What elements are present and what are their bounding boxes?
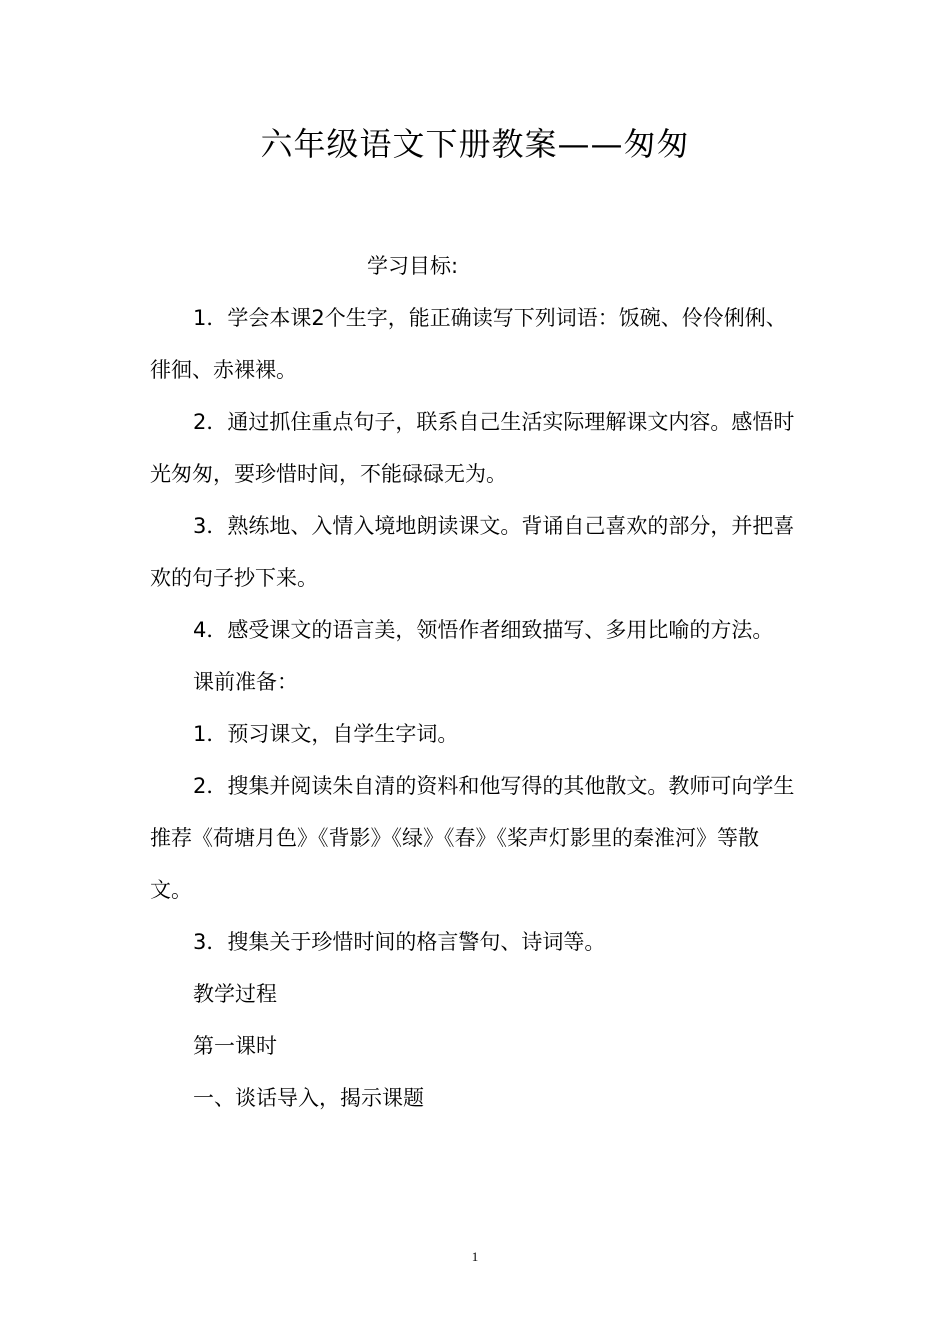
- preparation-1: 1．预习课文，自学生字词。: [193, 722, 459, 746]
- preparation-2: 2．搜集并阅读朱自清的资料和他写得的其他散文。教师可向学生推荐《荷塘月色》《背影》《绿》《春》《桨声灯影里的秦淮河》等散文。: [150, 774, 795, 902]
- objective-2: 2．通过抓住重点句子，联系自己生活实际理解课文内容。感悟时光匆匆，要珍惜时间，不能碌碌无为。: [150, 410, 795, 486]
- objective-1: 1．学会本课2个生字，能正确读写下列词语：饭碗、伶伶俐俐、徘徊、赤裸裸。: [150, 306, 787, 382]
- objective-4: 4．感受课文的语言美，领悟作者细致描写、多用比喻的方法。: [193, 618, 774, 642]
- objective-3: 3．熟练地、入情入境地朗读课文。背诵自己喜欢的部分，并把喜欢的句子抄下来。: [150, 514, 795, 590]
- document-title: 六年级语文下册教案——匆匆: [260, 125, 690, 163]
- page-number: 1: [471, 1249, 479, 1264]
- lesson-heading: 第一课时: [193, 1034, 277, 1058]
- section-heading-preparation: 课前准备：: [193, 670, 298, 694]
- section-heading-objectives: 学习目标:: [367, 254, 459, 278]
- document-body: [150, 240, 800, 1124]
- section-heading-process: 教学过程: [193, 982, 277, 1006]
- preparation-3: 3．搜集关于珍惜时间的格言警句、诗词等。: [193, 930, 606, 954]
- step-heading: 一、谈话导入，揭示课题: [193, 1086, 424, 1110]
